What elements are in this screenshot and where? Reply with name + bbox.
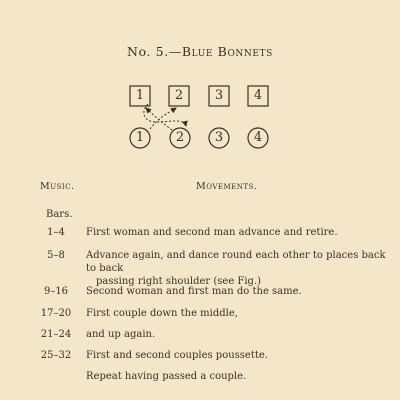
bar-range: 17–20 (40, 308, 72, 319)
movement-text-line1: Advance again, and dance round each other to places back to back (86, 250, 386, 274)
dance-number: No. 5.— (127, 44, 182, 59)
formation-figure (0, 78, 400, 158)
movement-text (86, 249, 386, 288)
movement-text: Second woman and first man do the same. (86, 286, 302, 297)
movement-text: Repeat having passed a couple. (86, 371, 247, 382)
bar-range: 25–32 (40, 350, 72, 361)
movement-text: First couple down the middle, (86, 308, 238, 319)
woman-4-label: 4 (253, 130, 263, 145)
man-1-label: 1 (135, 88, 145, 103)
bar-range: 21–24 (40, 329, 72, 340)
movement-text: First and second couples poussette. (86, 350, 268, 361)
woman-3-label: 3 (214, 130, 224, 145)
music-header: Music. (40, 181, 75, 192)
dance-path-up (150, 108, 176, 129)
dance-title (0, 44, 400, 59)
formation-diagram (0, 78, 400, 158)
man-2-label: 2 (174, 88, 184, 103)
dance-name: Blue Bonnets (181, 44, 273, 59)
man-3-label: 3 (214, 88, 224, 103)
bar-range: 1–4 (47, 227, 65, 238)
movement-text: First woman and second man advance and retire. (86, 227, 338, 238)
bar-range: 9–16 (43, 286, 69, 297)
movement-text: and up again. (86, 329, 156, 340)
movements-header: Movements. (196, 181, 258, 192)
bars-label: Bars. (46, 209, 73, 220)
bar-range: 5–8 (47, 250, 65, 261)
woman-1-label: 1 (135, 130, 145, 145)
man-4-label: 4 (253, 88, 263, 103)
movement-text-line2: passing right shoulder (see Fig.) (96, 276, 262, 287)
woman-2-label: 2 (175, 130, 185, 145)
